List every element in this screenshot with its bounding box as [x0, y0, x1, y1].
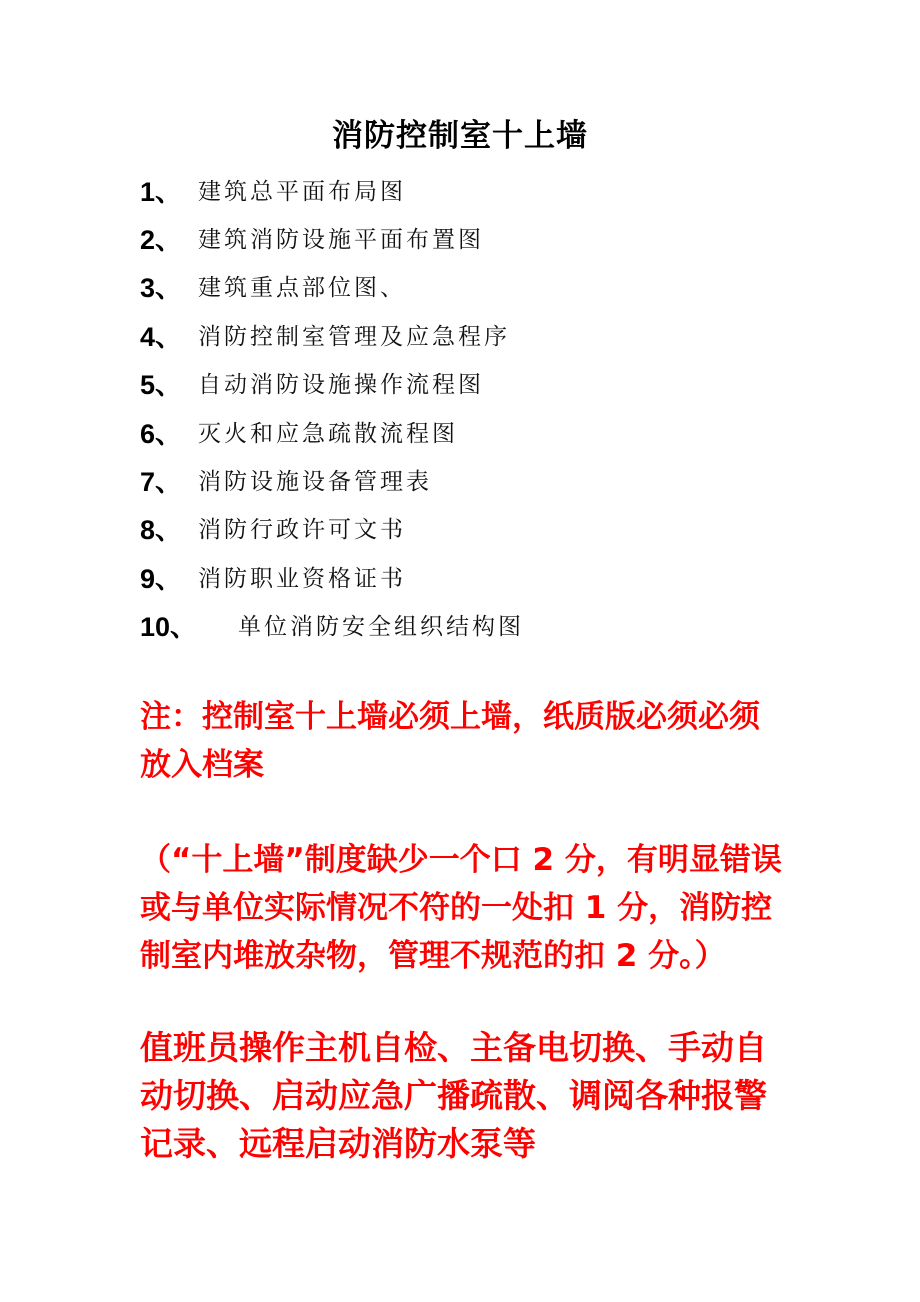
operations-note: 值班员操作主机自检、主备电切换、手动自动切换、启动应急广播疏散、调阅各种报警记录、远程启动消防水泵等 [140, 1028, 767, 1163]
scoring-note: （“十上墙”制度缺少一个口 2 分，有明显错误或与单位实际情况不符的一处扣 1 分，消防控制室内堆放杂物，管理不规范的扣 2 分。） [140, 842, 782, 974]
item-text: 建筑重点部位图、 [198, 275, 406, 302]
item-text: 消防行政许可文书 [198, 517, 406, 544]
item-number: 3、 [140, 273, 183, 304]
item-text: 建筑消防设施平面布置图 [198, 227, 484, 254]
item-number: 4、 [140, 321, 183, 352]
list-item [140, 213, 820, 261]
item-number: 2、 [140, 225, 183, 256]
item-text: 消防职业资格证书 [198, 565, 406, 592]
list-item [140, 601, 820, 649]
item-text: 自动消防设施操作流程图 [198, 372, 484, 399]
requirement-note: 注：控制室十上墙必须上墙，纸质版必须必须放入档案 [140, 699, 760, 783]
document-title: 消防控制室十上墙 [332, 118, 588, 154]
list-item [140, 262, 820, 310]
item-number: 7、 [140, 467, 183, 498]
list-item [140, 552, 820, 600]
list-item [140, 455, 820, 503]
item-number: 1、 [140, 176, 183, 207]
list-item [140, 359, 820, 407]
item-text: 灭火和应急疏散流程图 [198, 420, 458, 447]
item-number: 8、 [140, 515, 183, 546]
item-number: 5、 [140, 370, 183, 401]
item-text: 单位消防安全组织结构图 [238, 614, 524, 641]
list-item [140, 407, 820, 455]
item-text: 消防控制室管理及应急程序 [198, 323, 510, 350]
item-number: 9、 [140, 563, 183, 594]
item-text: 建筑总平面布局图 [198, 178, 406, 205]
item-number: 6、 [140, 418, 183, 449]
item-text: 消防设施设备管理表 [198, 469, 432, 496]
list-item [140, 165, 820, 213]
wall-items-list [140, 165, 820, 649]
list-item [140, 504, 820, 552]
list-item [140, 310, 820, 358]
item-number: 10、 [140, 612, 198, 643]
